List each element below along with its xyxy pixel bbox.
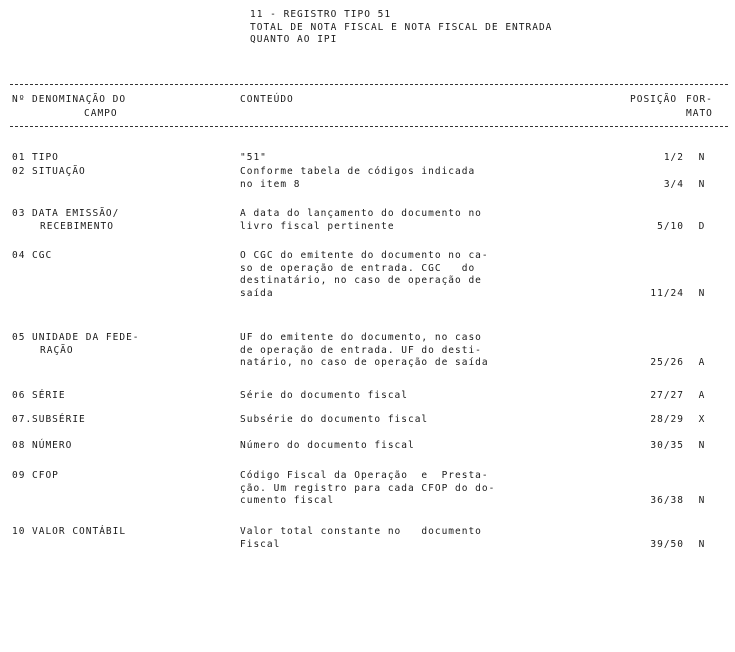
field-position: 1/2 [663, 152, 684, 163]
field-format: A [698, 357, 706, 368]
field-name: CFOP [32, 470, 59, 481]
field-content-line: Valor total constante no documento [240, 526, 482, 537]
field-number: 01 [12, 152, 26, 163]
field-content-line: cumento fiscal [240, 495, 335, 506]
field-name-line2: RECEBIMENTO [40, 220, 114, 232]
field-number: 07. [12, 414, 33, 425]
title-line-2: TOTAL DE NOTA FISCAL E NOTA FISCAL DE ENTRADA [250, 21, 553, 33]
header-name: DENOMINAÇÃO DO [32, 94, 127, 105]
field-format: N [698, 287, 706, 299]
field-content-line: so de operação de entrada. CGC do [240, 262, 476, 274]
field-position: 27/27 [650, 390, 684, 401]
field-number: 03 [12, 208, 26, 219]
field-name: CGC [32, 250, 53, 261]
field-content-line: ção. Um registro para cada CFOP do do- [240, 482, 496, 494]
field-name: SÉRIE [32, 390, 66, 401]
field-position: 5/10 [657, 220, 684, 232]
field-position: 3/4 [663, 178, 684, 190]
field-content-line: livro fiscal pertinente [240, 220, 395, 232]
header-format-line2: MATO [686, 108, 713, 119]
field-content-line: Conforme tabela de códigos indicada [240, 166, 476, 177]
field-content-line: Série do documento fiscal [240, 390, 408, 401]
field-position: 28/29 [650, 414, 684, 425]
field-position: 36/38 [650, 495, 684, 506]
title-line-1: 11 - REGISTRO TIPO 51 [250, 9, 392, 20]
field-format: N [698, 440, 706, 451]
field-position: 39/50 [650, 538, 684, 550]
field-content-line: Subsérie do documento fiscal [240, 414, 429, 425]
field-content-line: saída [240, 287, 274, 299]
field-format: D [698, 220, 706, 232]
field-format: X [698, 414, 706, 425]
field-number: 08 [12, 440, 26, 451]
header-rule [10, 126, 728, 127]
field-number: 02 [12, 166, 26, 177]
field-name: DATA EMISSÃO/ [32, 208, 120, 219]
field-content-line: Código Fiscal da Operação e Presta- [240, 470, 489, 481]
field-content-line: destinatário, no caso de operação de [240, 275, 482, 286]
field-content-line: "51" [240, 152, 267, 163]
field-position: 30/35 [650, 440, 684, 451]
field-name: NÚMERO [32, 440, 73, 451]
field-content-line: Número do documento fiscal [240, 440, 415, 451]
header-name-line2: CAMPO [84, 108, 118, 119]
field-name: SUBSÉRIE [32, 414, 86, 425]
field-content-line: A data do lançamento do documento no [240, 208, 482, 219]
header-content: CONTEÚDO [240, 94, 294, 105]
field-content-line: natário, no caso de operação de saída [240, 357, 489, 368]
field-content-line: UF do emitente do documento, no caso [240, 332, 482, 343]
field-format: A [698, 390, 706, 401]
field-format: N [698, 178, 706, 190]
top-rule [10, 84, 728, 85]
field-content-line: O CGC do emitente do documento no ca- [240, 250, 489, 261]
field-name: VALOR CONTÁBIL [32, 526, 127, 537]
header-format: FOR- [686, 94, 713, 105]
field-number: 09 [12, 470, 26, 481]
field-number: 05 [12, 332, 26, 343]
field-content-line: Fiscal [240, 538, 281, 550]
field-name: SITUAÇÃO [32, 166, 86, 177]
header-position: POSIÇÃO [630, 94, 678, 105]
field-format: N [698, 495, 706, 506]
field-number: 06 [12, 390, 26, 401]
field-format: N [698, 152, 706, 163]
field-format: N [698, 538, 706, 550]
field-name: TIPO [32, 152, 59, 163]
field-position: 25/26 [650, 357, 684, 368]
field-position: 11/24 [650, 287, 684, 299]
document-title [250, 9, 552, 47]
field-content-line: de operação de entrada. UF do desti- [240, 344, 482, 356]
header-num: Nº [12, 94, 26, 105]
field-content-line: no item 8 [240, 178, 301, 190]
field-number: 10 [12, 526, 26, 537]
field-number: 04 [12, 250, 26, 261]
field-name-line2: RAÇÃO [40, 344, 74, 356]
field-name: UNIDADE DA FEDE- [32, 332, 140, 343]
title-line-3: QUANTO AO IPI [250, 34, 338, 45]
